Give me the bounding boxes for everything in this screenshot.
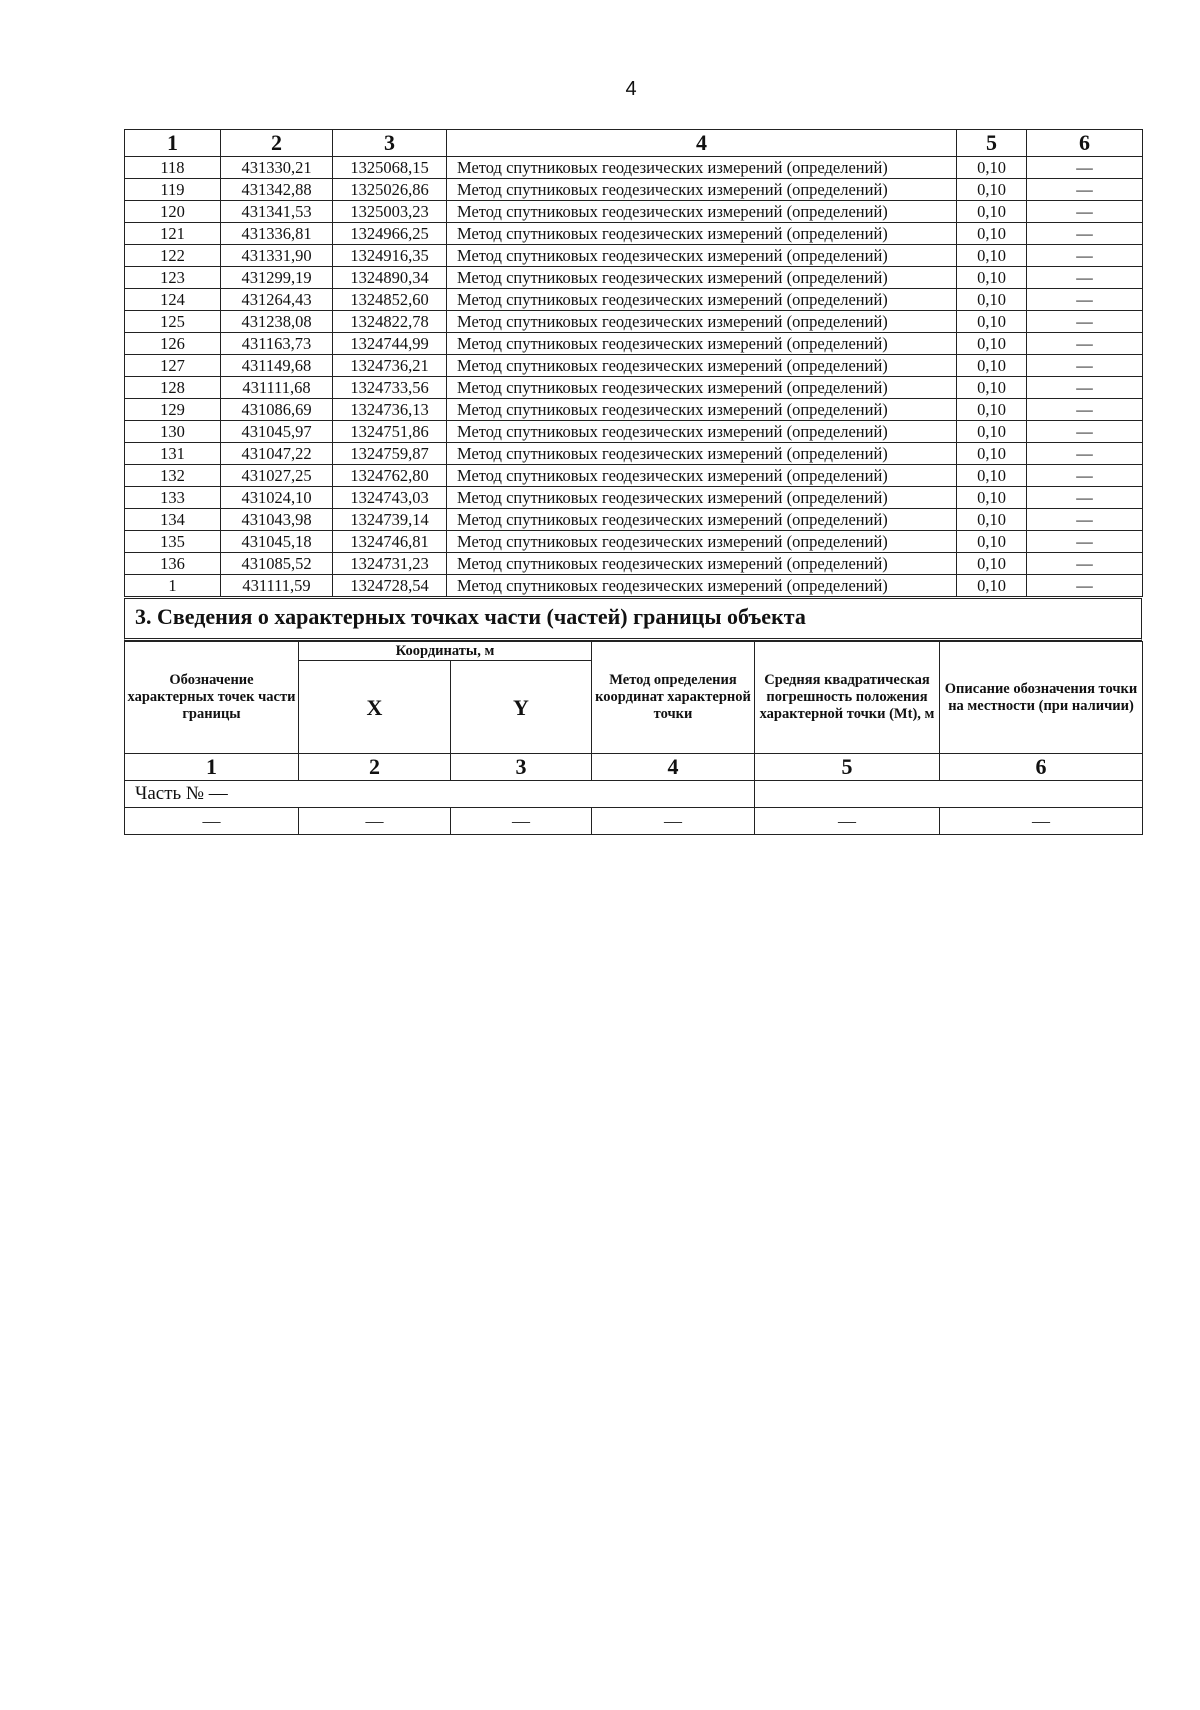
table-row [125,465,1143,487]
coord-y-cell: 1324731,23 [333,553,447,575]
description-cell: — [1027,575,1143,597]
coord-x-cell: 431045,18 [221,531,333,553]
column-header: 1 [125,130,221,157]
method-cell: Метод спутниковых геодезических измерений (определений) [447,377,957,399]
table-row [125,399,1143,421]
method-cell: Метод спутниковых геодезических измерений (определений) [447,531,957,553]
coord-x-cell: 431045,97 [221,421,333,443]
description-cell: — [1027,509,1143,531]
error-cell: 0,10 [957,157,1027,179]
table-row [125,267,1143,289]
point-number-cell: 124 [125,289,221,311]
method-cell: Метод спутниковых геодезических измерений (определений) [447,267,957,289]
coord-x-cell: 431024,10 [221,487,333,509]
table-header-row [125,130,1143,157]
table-row [125,377,1143,399]
error-cell: 0,10 [957,575,1027,597]
coord-x-cell: 431336,81 [221,223,333,245]
header-description: Описание обозначения точки на местности (при наличии) [940,642,1143,754]
error-cell: 0,10 [957,399,1027,421]
header-coordinates: Координаты, м [299,642,592,661]
error-cell: 0,10 [957,421,1027,443]
method-cell: Метод спутниковых геодезических измерений (определений) [447,179,957,201]
part-row [125,781,1143,808]
table-header-row [125,642,1143,661]
method-cell: Метод спутниковых геодезических измерений (определений) [447,201,957,223]
error-cell: 0,10 [957,333,1027,355]
coord-x-cell: 431299,19 [221,267,333,289]
coord-x-cell: 431238,08 [221,311,333,333]
method-cell: Метод спутниковых геодезических измерений (определений) [447,157,957,179]
column-header: 5 [957,130,1027,157]
coord-y-cell: 1325026,86 [333,179,447,201]
coord-x-cell: 431331,90 [221,245,333,267]
part-boundary-points-table [124,641,1143,835]
method-cell: Метод спутниковых геодезических измерений (определений) [447,289,957,311]
table-row [125,245,1143,267]
error-cell: 0,10 [957,465,1027,487]
point-number-cell: 122 [125,245,221,267]
method-cell: Метод спутниковых геодезических измерений (определений) [447,553,957,575]
table-row [125,487,1143,509]
coord-y-cell: 1324743,03 [333,487,447,509]
coord-x-cell: 431043,98 [221,509,333,531]
column-number: 3 [451,754,592,781]
table-row [125,289,1143,311]
coord-y-cell: 1324852,60 [333,289,447,311]
description-cell: — [1027,333,1143,355]
coord-x-cell: 431163,73 [221,333,333,355]
error-cell: 0,10 [957,487,1027,509]
coord-y-cell: 1324822,78 [333,311,447,333]
boundary-points-table [124,129,1143,597]
column-header: 6 [1027,130,1143,157]
coord-y-cell: 1325068,15 [333,157,447,179]
method-cell: Метод спутниковых геодезических измерений (определений) [447,311,957,333]
error-cell: 0,10 [957,553,1027,575]
table-cell: — [940,808,1143,835]
error-cell: 0,10 [957,509,1027,531]
error-cell: 0,10 [957,443,1027,465]
table-row [125,223,1143,245]
table-cell: — [592,808,755,835]
column-number: 5 [755,754,940,781]
description-cell: — [1027,289,1143,311]
coord-y-cell: 1324966,25 [333,223,447,245]
table-row [125,808,1143,835]
error-cell: 0,10 [957,245,1027,267]
error-cell: 0,10 [957,223,1027,245]
column-number: 4 [592,754,755,781]
point-number-cell: 132 [125,465,221,487]
point-number-cell: 119 [125,179,221,201]
error-cell: 0,10 [957,201,1027,223]
point-number-cell: 130 [125,421,221,443]
table-row [125,333,1143,355]
point-number-cell: 126 [125,333,221,355]
method-cell: Метод спутниковых геодезических измерений (определений) [447,443,957,465]
point-number-cell: 123 [125,267,221,289]
method-cell: Метод спутниковых геодезических измерений (определений) [447,465,957,487]
coord-x-cell: 431085,52 [221,553,333,575]
table-row [125,157,1143,179]
coord-y-cell: 1324739,14 [333,509,447,531]
table-row [125,509,1143,531]
table-cell: — [755,808,940,835]
coord-x-cell: 431111,68 [221,377,333,399]
point-number-cell: 1 [125,575,221,597]
coord-x-cell: 431341,53 [221,201,333,223]
table-row [125,355,1143,377]
error-cell: 0,10 [957,289,1027,311]
coord-y-cell: 1324746,81 [333,531,447,553]
section-3-heading-box [124,598,1142,641]
description-cell: — [1027,201,1143,223]
description-cell: — [1027,267,1143,289]
coord-y-cell: 1324751,86 [333,421,447,443]
table-row [125,443,1143,465]
table-cell: — [125,808,299,835]
coord-x-cell: 431342,88 [221,179,333,201]
description-cell: — [1027,179,1143,201]
header-y: Y [451,661,592,754]
column-number: 2 [299,754,451,781]
method-cell: Метод спутниковых геодезических измерений (определений) [447,487,957,509]
table-cell: — [299,808,451,835]
point-number-cell: 118 [125,157,221,179]
description-cell: — [1027,157,1143,179]
method-cell: Метод спутниковых геодезических измерений (определений) [447,223,957,245]
method-cell: Метод спутниковых геодезических измерений (определений) [447,421,957,443]
coord-y-cell: 1324744,99 [333,333,447,355]
column-number: 1 [125,754,299,781]
error-cell: 0,10 [957,311,1027,333]
method-cell: Метод спутниковых геодезических измерений (определений) [447,399,957,421]
point-number-cell: 120 [125,201,221,223]
description-cell: — [1027,377,1143,399]
point-number-cell: 121 [125,223,221,245]
description-cell: — [1027,355,1143,377]
point-number-cell: 125 [125,311,221,333]
coord-x-cell: 431264,43 [221,289,333,311]
coord-y-cell: 1324733,56 [333,377,447,399]
coord-y-cell: 1324736,21 [333,355,447,377]
coord-x-cell: 431149,68 [221,355,333,377]
description-cell: — [1027,399,1143,421]
column-number: 6 [940,754,1143,781]
table-row [125,201,1143,223]
description-cell: — [1027,487,1143,509]
coord-y-cell: 1324762,80 [333,465,447,487]
section-3-title: 3. Сведения о характерных точках части (частей) границы объекта [135,604,806,629]
method-cell: Метод спутниковых геодезических измерений (определений) [447,575,957,597]
header-error: Средняя квадратическая погрешность положения характерной точки (Mt), м [755,642,940,754]
description-cell: — [1027,553,1143,575]
part-empty-cell [755,781,1143,808]
column-header: 4 [447,130,957,157]
coord-y-cell: 1324890,34 [333,267,447,289]
point-number-cell: 136 [125,553,221,575]
error-cell: 0,10 [957,179,1027,201]
method-cell: Метод спутниковых геодезических измерений (определений) [447,355,957,377]
point-number-cell: 129 [125,399,221,421]
method-cell: Метод спутниковых геодезических измерений (определений) [447,509,957,531]
description-cell: — [1027,421,1143,443]
description-cell: — [1027,311,1143,333]
column-header: 2 [221,130,333,157]
page-number: 4 [625,78,637,100]
header-point-designation: Обозначение характерных точек части границы [125,642,299,754]
point-number-cell: 131 [125,443,221,465]
coord-y-cell: 1325003,23 [333,201,447,223]
description-cell: — [1027,223,1143,245]
error-cell: 0,10 [957,355,1027,377]
coord-x-cell: 431330,21 [221,157,333,179]
column-number-row [125,754,1143,781]
coord-y-cell: 1324728,54 [333,575,447,597]
description-cell: — [1027,245,1143,267]
point-number-cell: 133 [125,487,221,509]
table-row [125,531,1143,553]
column-header: 3 [333,130,447,157]
method-cell: Метод спутниковых геодезических измерений (определений) [447,245,957,267]
coord-x-cell: 431047,22 [221,443,333,465]
coord-y-cell: 1324736,13 [333,399,447,421]
description-cell: — [1027,531,1143,553]
point-number-cell: 128 [125,377,221,399]
coord-y-cell: 1324759,87 [333,443,447,465]
method-cell: Метод спутниковых геодезических измерений (определений) [447,333,957,355]
error-cell: 0,10 [957,377,1027,399]
coord-y-cell: 1324916,35 [333,245,447,267]
coord-x-cell: 431027,25 [221,465,333,487]
table-row [125,311,1143,333]
description-cell: — [1027,465,1143,487]
part-label: Часть № — [125,781,755,808]
header-x: X [299,661,451,754]
table-cell: — [451,808,592,835]
table-row [125,421,1143,443]
error-cell: 0,10 [957,267,1027,289]
table-row [125,179,1143,201]
point-number-cell: 134 [125,509,221,531]
header-method: Метод определения координат характерной точки [592,642,755,754]
point-number-cell: 127 [125,355,221,377]
coord-x-cell: 431111,59 [221,575,333,597]
table-row [125,553,1143,575]
point-number-cell: 135 [125,531,221,553]
description-cell: — [1027,443,1143,465]
error-cell: 0,10 [957,531,1027,553]
coord-x-cell: 431086,69 [221,399,333,421]
table-row [125,575,1143,597]
